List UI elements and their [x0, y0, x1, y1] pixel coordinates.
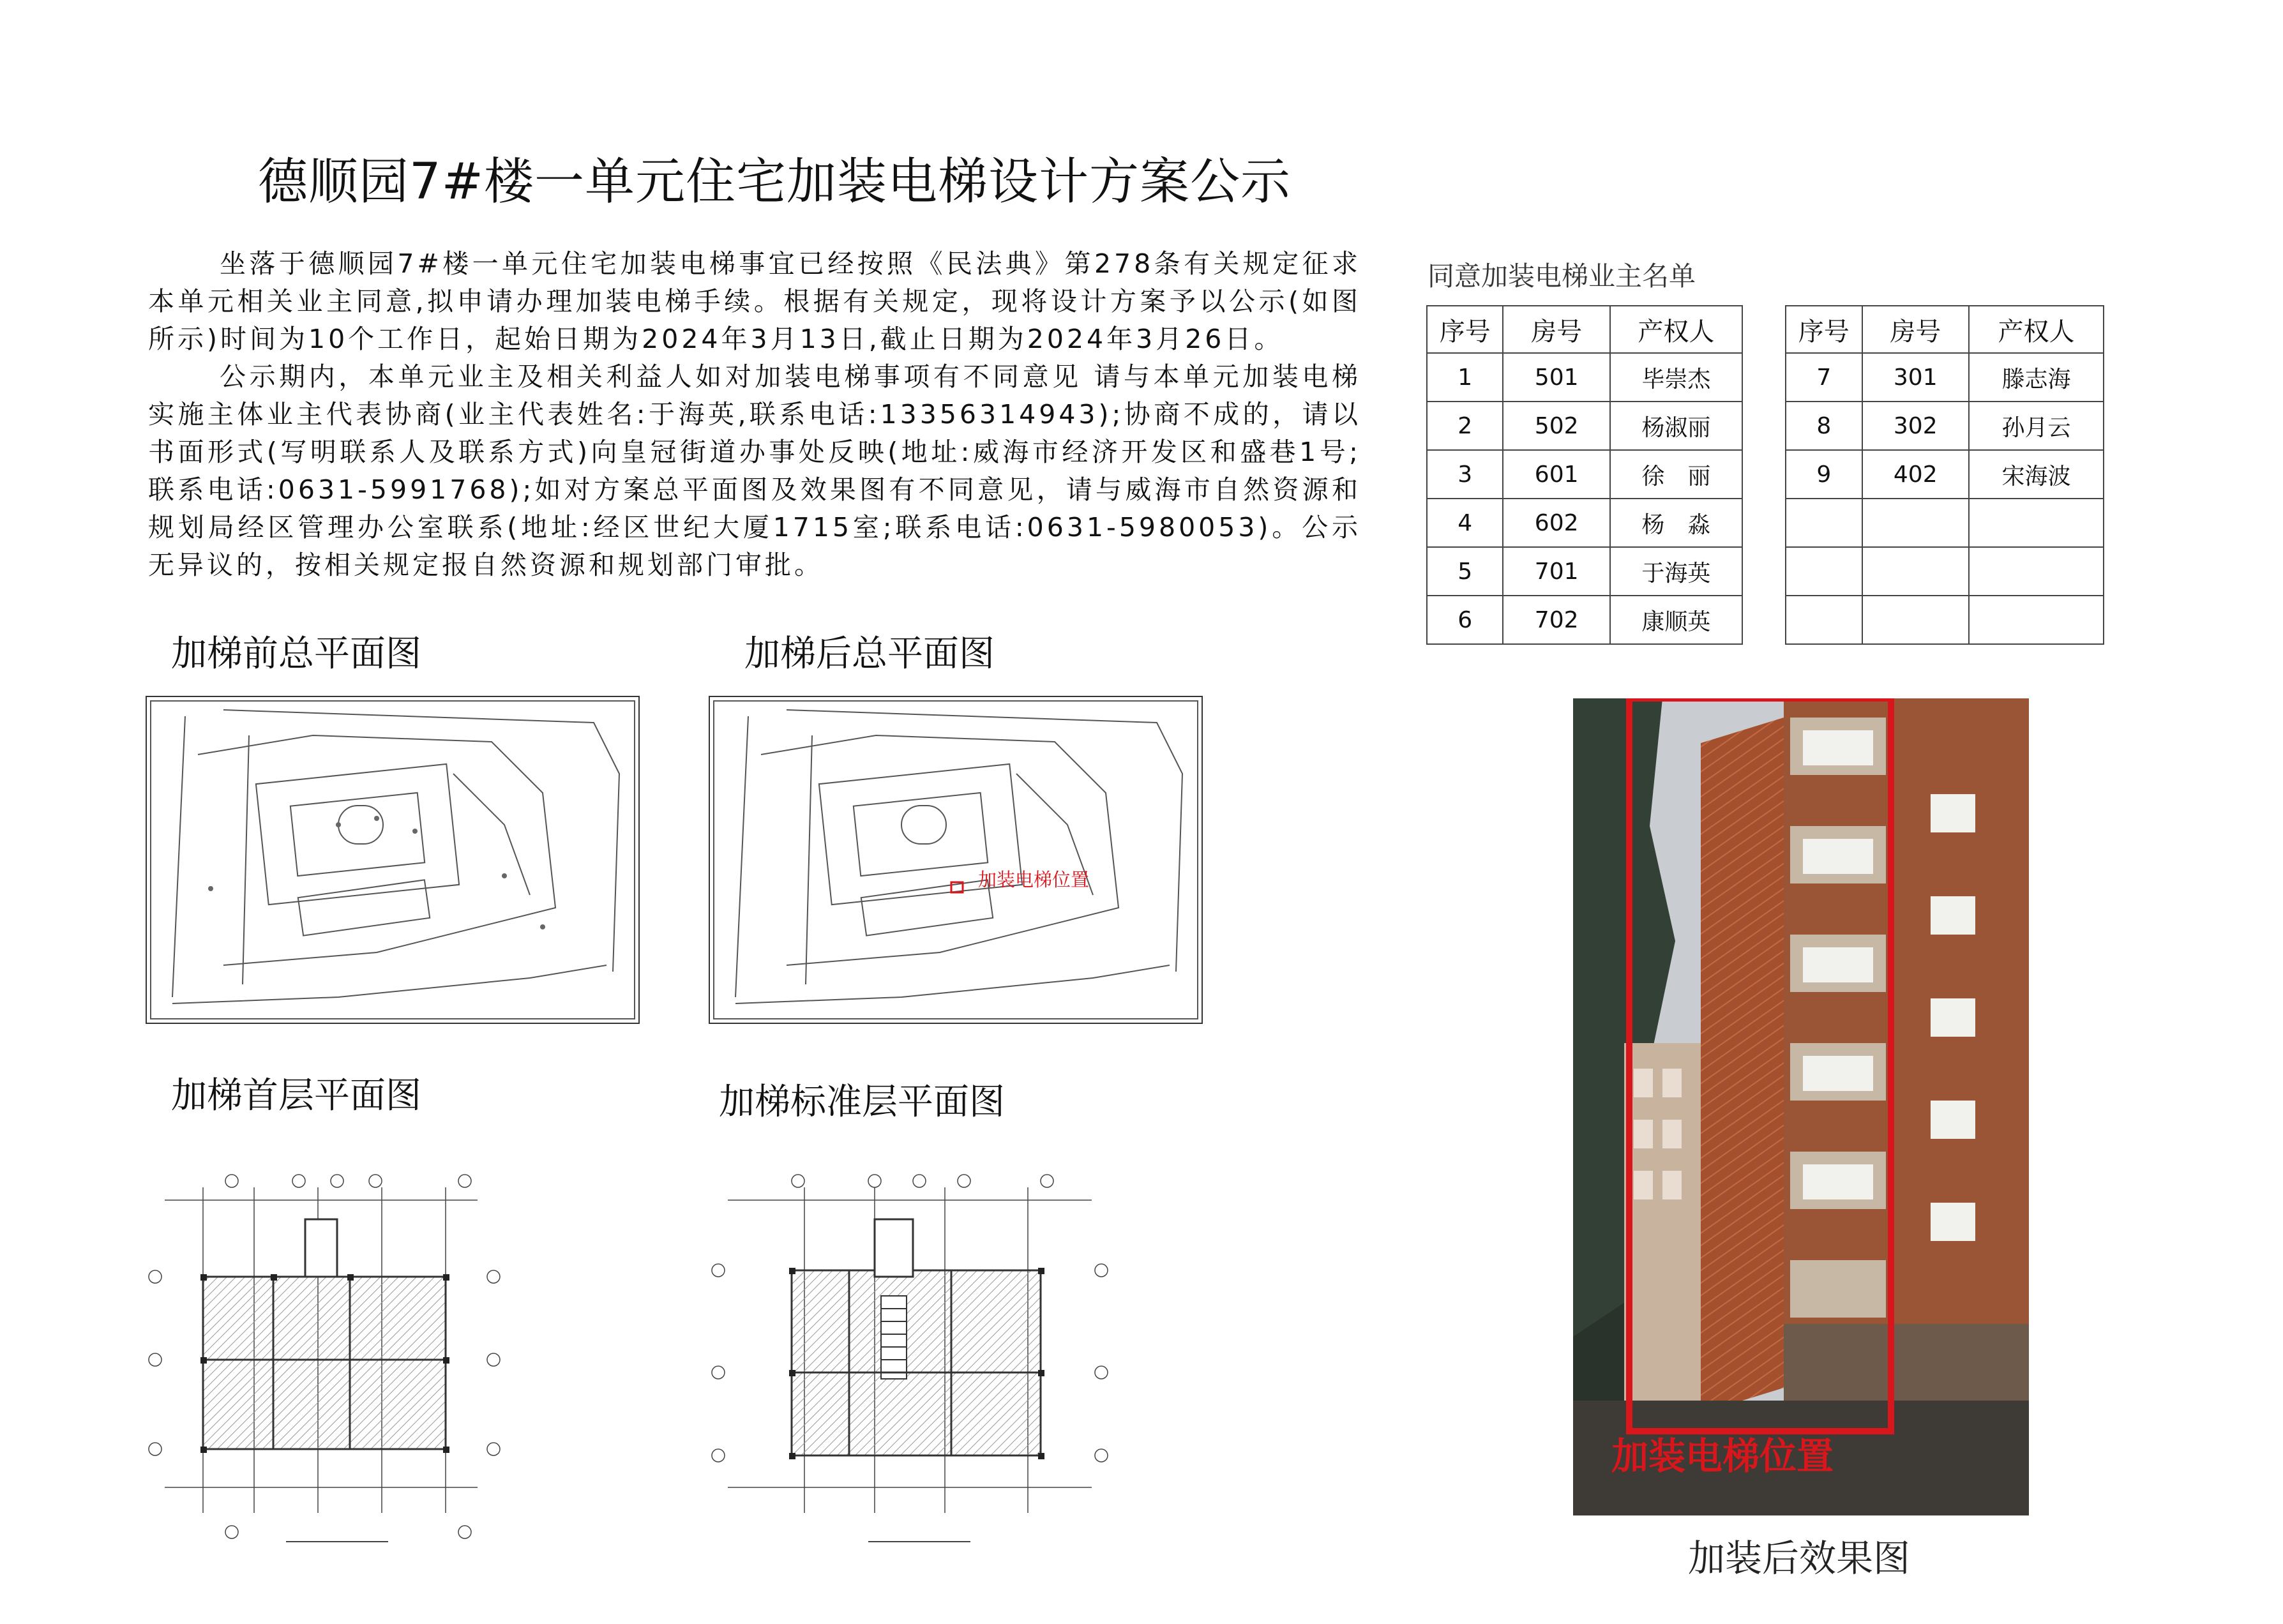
- cell-room: 602: [1503, 499, 1609, 547]
- site-plan-lines: [147, 697, 638, 1023]
- table-row: [1786, 499, 2104, 547]
- cell-room: [1862, 547, 1969, 596]
- floor-plan-lines: [709, 1168, 1111, 1551]
- cell-room: [1862, 499, 1969, 547]
- header-owner: 产权人: [1969, 306, 2104, 353]
- notice-paragraph-1: 坐落于德顺园7#楼一单元住宅加装电梯事宜已经按照《民法典》第278条有关规定征求本单元相关业主同意,拟申请办理加装电梯手续。根据有关规定，现将设计方案予以公示(如图所示)时间为10个工作日，起始日期为2024年3月13日,截止日期为2024年3月26日。: [148, 248, 1361, 354]
- cell-index: 9: [1786, 450, 1862, 499]
- table-row: [1786, 353, 2104, 402]
- cell-owner: 徐 丽: [1610, 450, 1742, 499]
- after-site-plan-title: 加梯后总平面图: [744, 633, 995, 675]
- table-row: [1786, 450, 2104, 499]
- before-site-plan-title: 加梯前总平面图: [171, 633, 421, 675]
- header-room: 房号: [1862, 306, 1969, 353]
- floor-plan-lines: [146, 1168, 503, 1551]
- table-row: [1427, 402, 1742, 450]
- owners-list-title: 同意加装电梯业主名单: [1428, 260, 1696, 292]
- table-header-row: [1427, 306, 1742, 353]
- cell-room: 302: [1862, 402, 1969, 450]
- table-row: [1427, 450, 1742, 499]
- cell-index: 4: [1427, 499, 1503, 547]
- standard-floor-plan-title: 加梯标准层平面图: [719, 1081, 1005, 1123]
- cell-index: 5: [1427, 547, 1503, 596]
- table-header-row: [1786, 306, 2104, 353]
- cell-index: [1786, 547, 1862, 596]
- site-plan-lines: [710, 697, 1202, 1023]
- cell-index: [1786, 499, 1862, 547]
- cell-index: 7: [1786, 353, 1862, 402]
- table-row: [1786, 402, 2104, 450]
- header-index: 序号: [1786, 306, 1862, 353]
- header-index: 序号: [1427, 306, 1503, 353]
- table-row: [1427, 499, 1742, 547]
- cell-owner: 宋海波: [1969, 450, 2104, 499]
- cell-owner: [1969, 596, 2104, 644]
- cell-index: 1: [1427, 353, 1503, 402]
- cell-owner: [1969, 499, 2104, 547]
- cell-room: 701: [1503, 547, 1609, 596]
- standard-floor-plan-drawing: [709, 1168, 1111, 1551]
- cell-room: 502: [1503, 402, 1609, 450]
- table-row: [1427, 596, 1742, 644]
- cell-owner: 康顺英: [1610, 596, 1742, 644]
- header-room: 房号: [1503, 306, 1609, 353]
- ground-floor-plan-title: 加梯首层平面图: [171, 1075, 421, 1116]
- cell-owner: 于海英: [1610, 547, 1742, 596]
- cell-room: [1862, 596, 1969, 644]
- owners-table-2: [1785, 305, 2104, 645]
- cell-owner: [1969, 547, 2104, 596]
- cell-owner: 孙月云: [1969, 402, 2104, 450]
- cell-index: 3: [1427, 450, 1503, 499]
- page-title: 德顺园7#楼一单元住宅加装电梯设计方案公示: [258, 153, 1291, 211]
- elevator-position-label: 加装电梯位置: [978, 869, 1090, 891]
- cell-room: 702: [1503, 596, 1609, 644]
- cell-owner: 杨淑丽: [1610, 402, 1742, 450]
- cell-room: 601: [1503, 450, 1609, 499]
- cell-index: 2: [1427, 402, 1503, 450]
- header-owner: 产权人: [1610, 306, 1742, 353]
- notice-paragraph-2: 公示期内，本单元业主及相关利益人如对加装电梯事项有不同意见 请与本单元加装电梯实施主体业主代表协商(业主代表姓名:于海英,联系电话:13356314943);协商不成的，请以书面形式(写明联系人及联系方式)向皇冠街道办事处反映(地址:威海市经济开发区和盛巷1号;联系电话:0631-5991768);如对方案总平面图及效果图有不同意见，请与威海市自然资源和规划局经区管理办公室联系(地址:经区世纪大厦1715室;联系电话:0631-5980053)。公示无异议的，按相关规定报自然资源和规划部门审批。: [148, 361, 1361, 580]
- table-row: [1786, 547, 2104, 596]
- table-row: [1427, 353, 1742, 402]
- photo-elevator-position-label: 加装电梯位置: [1611, 1434, 1834, 1478]
- after-site-plan-drawing: [709, 696, 1203, 1024]
- cell-room: 402: [1862, 450, 1969, 499]
- cell-owner: 滕志海: [1969, 353, 2104, 402]
- before-site-plan-drawing: [146, 696, 640, 1024]
- owners-table-1: [1426, 305, 1743, 645]
- cell-room: 301: [1862, 353, 1969, 402]
- building-photo-illustration: [1573, 698, 2029, 1515]
- cell-index: 8: [1786, 402, 1862, 450]
- notice-text: [148, 245, 1361, 584]
- table-row: [1786, 596, 2104, 644]
- effect-photo: [1573, 698, 2029, 1515]
- effect-photo-caption: 加装后效果图: [1688, 1537, 1911, 1580]
- ground-floor-plan-drawing: [146, 1168, 503, 1551]
- cell-owner: 毕崇杰: [1610, 353, 1742, 402]
- cell-index: [1786, 596, 1862, 644]
- cell-index: 6: [1427, 596, 1503, 644]
- cell-owner: 杨 淼: [1610, 499, 1742, 547]
- table-row: [1427, 547, 1742, 596]
- cell-room: 501: [1503, 353, 1609, 402]
